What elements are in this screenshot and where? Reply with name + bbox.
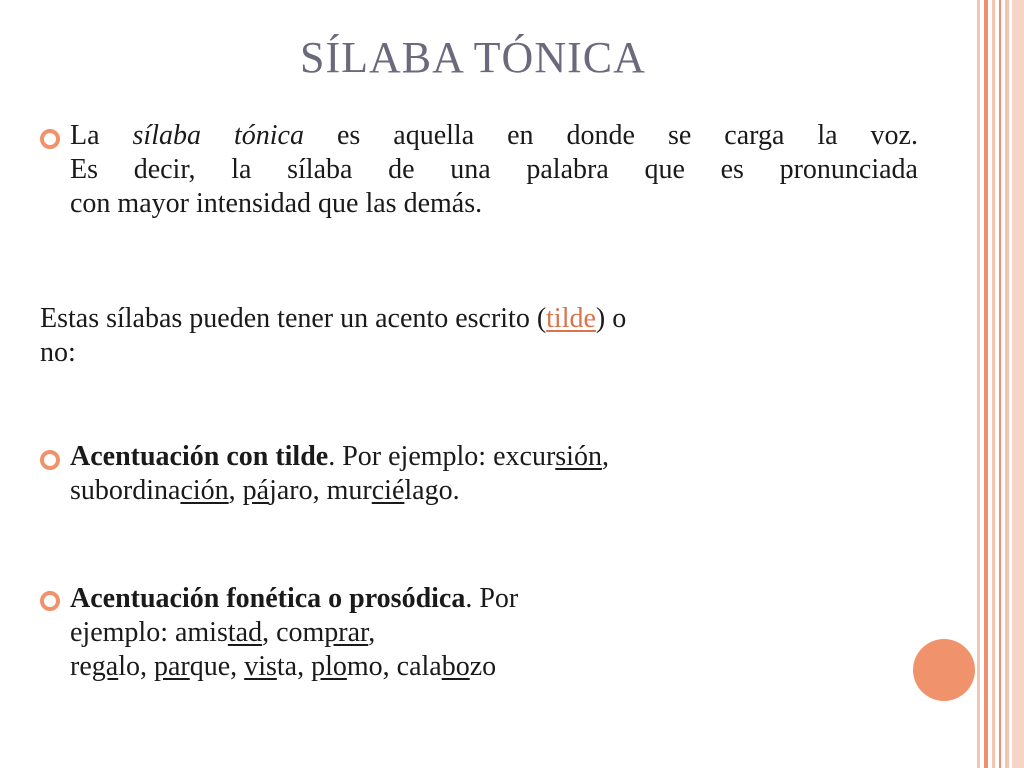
example-line-1	[70, 440, 930, 474]
slide-title: SÍLABA TÓNICA	[300, 33, 646, 82]
definition-line-2: Es decir, la sílaba de una palabra que es pronunciada	[70, 154, 918, 185]
tilde-link[interactable]: tilde	[546, 303, 596, 334]
text: zo	[469, 651, 497, 682]
text: subordina	[70, 475, 181, 506]
ring-bullet-icon	[40, 591, 60, 611]
text: Estas sílabas pueden tener un acento escrito (	[40, 303, 547, 334]
stressed-syllable: bo	[441, 651, 470, 682]
ring-bullet-icon	[40, 450, 60, 470]
stressed-syllable: tad	[227, 617, 263, 648]
text: . Por	[465, 583, 519, 614]
text: re	[70, 651, 92, 682]
stressed-syllable: vis	[244, 651, 277, 682]
text: ta,	[276, 651, 312, 682]
text: ,	[228, 475, 243, 506]
text: es aquella en donde se carga la voz.	[303, 120, 918, 151]
stressed-syllable: ga	[91, 651, 119, 682]
text: jaro, mur	[269, 475, 372, 506]
text: ,	[368, 617, 376, 648]
stressed-syllable: pá	[242, 475, 270, 506]
accent-with-tilde-paragraph	[70, 440, 930, 508]
stressed-syllable: sión	[555, 441, 602, 472]
decorative-border-stripe	[977, 0, 980, 768]
example-line-3	[70, 650, 830, 684]
example-line-2	[70, 474, 930, 508]
emphasis-term: sílaba tónica	[132, 120, 304, 151]
text: La	[70, 120, 133, 151]
definition-paragraph	[70, 119, 918, 221]
tilde-line-2: no:	[40, 337, 76, 368]
stressed-syllable: plo	[311, 651, 347, 682]
bold-heading: Acentuación con tilde	[70, 441, 329, 472]
text: que,	[189, 651, 245, 682]
example-line-2	[70, 616, 830, 650]
example-line-1	[70, 582, 830, 616]
phonetic-accent-paragraph	[70, 582, 830, 684]
text: mo, cala	[346, 651, 442, 682]
ring-bullet-icon	[40, 129, 60, 149]
definition-line-1	[70, 119, 918, 153]
decorative-border-stripe	[999, 0, 1001, 768]
stressed-syllable: ción	[180, 475, 229, 506]
stressed-syllable: prar	[324, 617, 369, 648]
stressed-syllable: par	[153, 651, 190, 682]
text: ) o	[595, 303, 627, 334]
text: ejemplo: amis	[70, 617, 228, 648]
text: ,	[601, 441, 609, 472]
decorative-border-stripe	[1005, 0, 1009, 768]
text: , com	[262, 617, 325, 648]
bold-heading: Acentuación fonética o prosódica	[70, 583, 466, 614]
text: . Por ejemplo: excur	[328, 441, 556, 472]
text: lo,	[118, 651, 154, 682]
definition-line-3: con mayor intensidad que las demás.	[70, 188, 483, 219]
tilde-line-1	[40, 302, 920, 336]
decorative-border-stripe	[1012, 0, 1024, 768]
tilde-paragraph	[40, 302, 920, 370]
stressed-syllable: cié	[371, 475, 405, 506]
decorative-border-stripe	[992, 0, 995, 768]
decorative-circle	[913, 639, 975, 701]
text: lago.	[404, 475, 460, 506]
decorative-border-stripe	[984, 0, 988, 768]
